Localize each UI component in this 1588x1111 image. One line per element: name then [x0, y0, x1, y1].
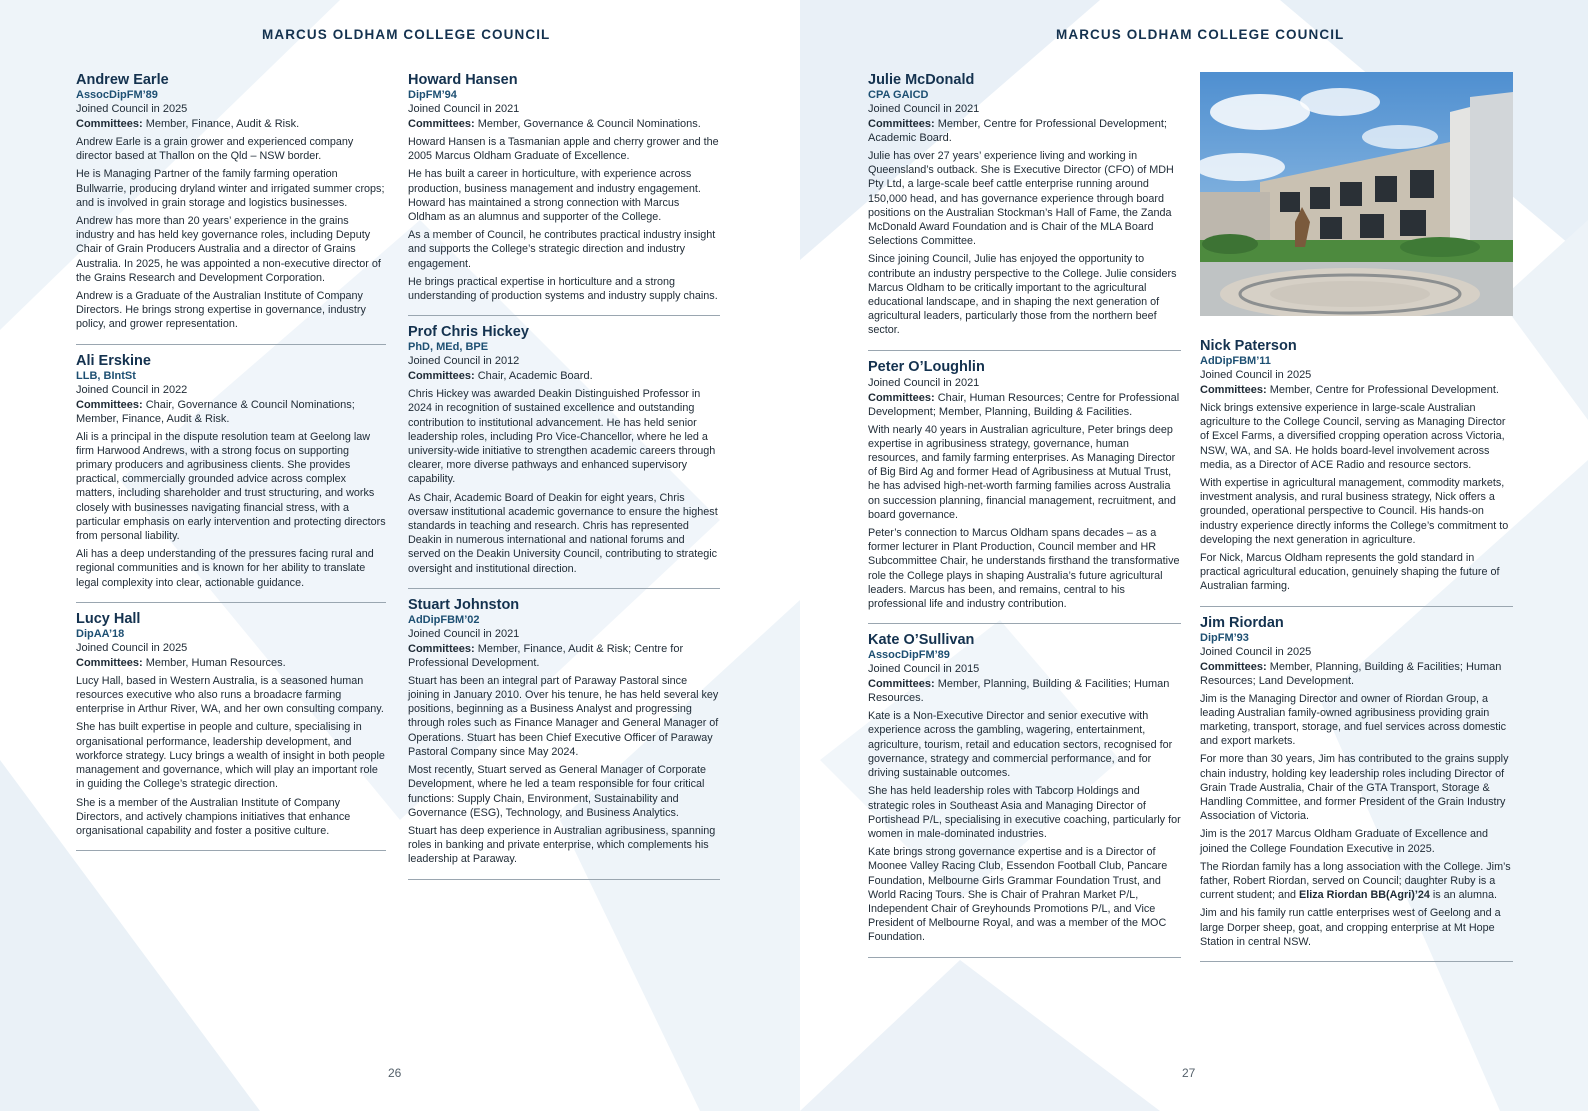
committees-label: Committees:	[868, 118, 935, 130]
profile-name: Kate O’Sullivan	[868, 632, 975, 649]
bio-paragraph: He is Managing Partner of the family farming operation Bullwarrie, producing dryland winter and irrigated summer crops; and is involved in grain storage and logistics businesses.	[76, 168, 385, 209]
bio-paragraph: Jim is the Managing Director and owner of Riordan Group, a leading Australian family-owned agribusiness providing grain marketing, transport, storage, and fuel services across domestic and export markets.	[1200, 692, 1507, 748]
column-2	[408, 72, 720, 888]
bio-paragraph: Most recently, Stuart served as General Manager of Corporate Development, where he led a team responsible for four critical functions: Supply Chain, Environment, Sustainability and Governance (ESG), Technology, and Business Analytics.	[408, 764, 707, 819]
profile-committees	[408, 117, 720, 131]
profile-credentials: DipAA’18	[76, 627, 125, 640]
profile-committees	[1200, 383, 1513, 397]
profile-credentials: AssocDipFM’89	[868, 649, 950, 662]
committees-label: Committees:	[76, 118, 143, 130]
profile-committees	[76, 117, 386, 131]
page-header-left: MARCUS OLDHAM COLLEGE COUNCIL	[262, 27, 551, 42]
profile-credentials: AssocDipFM’89	[76, 89, 158, 101]
page-number-right: 27	[1182, 1066, 1196, 1080]
bio-paragraph: She has built expertise in people and culture, specialising in organisational performance, leadership development, and workforce strategy. Lucy brings a wealth of insight in both people management and governance, which will play an important role in guiding the College’s strategic direction.	[76, 721, 385, 791]
bio-paragraph: Chris Hickey was awarded Deakin Distinguished Professor in 2024 in recognition of sustained excellence and outstanding contribution to institutional advancement. He has held senior leadership roles, including Pro Vice-Chancellor, where he led a university-wide initiative to strengthen academic careers through clearer, more diverse pathways and enhanced supervisory capability.	[408, 388, 716, 486]
bio-paragraph: Stuart has deep experience in Australian agribusiness, spanning roles in banking and private enterprise, which complements his leadership at Paraway.	[408, 824, 716, 866]
profile-committees	[76, 398, 386, 426]
committees-label: Committees:	[76, 656, 143, 669]
bio-paragraph: For more than 30 years, Jim has contributed to the grains supply chain industry, holding key leadership roles including Director of Grain Trade Australia, Chair of the GTA Transport, Storage & Handling Committee, and former President of the Grain Industry Association of Victoria.	[1200, 753, 1509, 823]
committees-label: Committees:	[868, 678, 935, 691]
committees-label: Committees:	[1200, 384, 1267, 396]
committees-label: Committees:	[408, 118, 475, 130]
bio-paragraph: She has held leadership roles with Tabcorp Holdings and strategic roles in Southeast Asia and Managing Director of Portishead P/L, specialising in executive coaching, particularly for women in male-dominated industries.	[868, 785, 1181, 840]
committees-label: Committees:	[408, 642, 475, 655]
bio-paragraph: With nearly 40 years in Australian agriculture, Peter brings deep expertise in agribusiness strategy, governance, human resources, and family farming enterprises. As Managing Director of Big Bird Ag and former Head of Agribusiness at Mutual Trust, he has advised high-net-worth farming families across Australia on succession planning, financial management, recruitment, and board governance.	[868, 423, 1176, 521]
profile-credentials: CPA GAICD	[868, 89, 929, 101]
profile-chris-hickey	[408, 324, 720, 589]
profile-committees	[868, 391, 1181, 419]
profile-joined: Joined Council in 2012	[408, 355, 520, 368]
college-building-photo	[1200, 72, 1513, 316]
profile-credentials: DipFM’94	[408, 89, 457, 101]
bio-paragraph: Nick brings extensive experience in large-scale Australian agriculture to the College Council, serving as Managing Director of Excel Farms, a diversified cropping operation across Victoria, NSW, WA, and SA. He holds board-level involvement across media, as a Director of ACE Radio and resource sectors.	[1200, 402, 1506, 471]
profile-committees	[408, 642, 720, 670]
bio-paragraph: Andrew has more than 20 years’ experience in the grains industry and has held key governance roles, including Deputy Chair of Grain Producers Australia and a director of Grains Australia. In 2025, he was appointed a non-executive director of the Grains Research and Development Corporation.	[76, 215, 381, 284]
bio-paragraph: Lucy Hall, based in Western Australia, is a seasoned human resources executive who also runs a broadacre farming enterprise in Arthur River, WA, and her own consulting company.	[76, 674, 384, 716]
committees-text: Member, Planning, Building & Facilities; Human Resources; Land Development.	[1200, 660, 1502, 687]
committees-text: Member, Human Resources.	[145, 656, 286, 669]
profile-credentials: PhD, MEd, BPE	[408, 341, 489, 354]
bio-paragraph: He has built a career in horticulture, with experience across production, business management and industry engagement. Howard has maintained a strong connection with Marcus Oldham as an alumnus and supporter of the College.	[408, 168, 701, 224]
bio-paragraph: Julie has over 27 years’ experience living and working in Queensland’s outback. She is Executive Director (CFO) of MDH Pty Ltd, a large-scale beef cattle enterprise running around 150,000 head, and has governance experience through board positions on the Australian Stockman’s Hall of Fame, the Zanda McDonald Award Foundation and is Chair of the MLA Board Selections Committee.	[868, 150, 1174, 248]
committees-text: Chair, Human Resources; Centre for Professional Development; Member, Planning, Building & Facilities.	[868, 391, 1180, 418]
profile-nick-paterson	[1200, 338, 1513, 607]
profile-joined: Joined Council in 2021	[868, 376, 980, 389]
committees-text: Member, Finance, Audit & Risk.	[145, 118, 300, 130]
profile-name: Julie McDonald	[868, 72, 975, 88]
bio-paragraph: Ali has a deep understanding of the pressures facing rural and regional communities and is known for her ability to translate legal complexity into clear, actionable guidance.	[76, 548, 374, 589]
profile-joined: Joined Council in 2025	[1200, 369, 1312, 381]
profile-committees	[408, 369, 720, 383]
committees-text: Member, Governance & Council Nominations.	[477, 118, 701, 130]
column-1	[76, 72, 386, 859]
profile-name: Nick Paterson	[1200, 338, 1297, 354]
profile-howard-hansen	[408, 72, 720, 316]
profile-name: Peter O’Loughlin	[868, 358, 985, 375]
bio-paragraph: Jim is the 2017 Marcus Oldham Graduate of Excellence and joined the College Foundation Executive in 2025.	[1200, 828, 1489, 855]
profile-ali-erskine	[76, 353, 386, 603]
bio-paragraph-family	[1200, 860, 1513, 903]
profile-joined: Joined Council in 2021	[408, 103, 520, 115]
profile-julie-mcdonald	[868, 72, 1181, 351]
family-text-after: is an alumna.	[1429, 889, 1498, 902]
alumna-name: Eliza Riordan BB(Agri)’24	[1299, 889, 1430, 902]
profile-name: Jim Riordan	[1200, 614, 1284, 631]
committees-text: Member, Planning, Building & Facilities; Human Resources.	[868, 678, 1170, 705]
committees-text: Member, Centre for Professional Development; Academic Board.	[868, 118, 1167, 144]
page-number-left: 26	[388, 1066, 402, 1080]
committees-text: Chair, Governance & Council Nominations; Member, Finance, Audit & Risk.	[76, 398, 355, 425]
committees-text: Chair, Academic Board.	[477, 370, 593, 383]
bio-paragraph: Andrew Earle is a grain grower and experienced company director based at Thallon on the Qld – NSW border.	[76, 136, 354, 163]
profile-joined: Joined Council in 2021	[868, 103, 980, 115]
profile-kate-osullivan	[868, 632, 1181, 957]
column-4	[1200, 72, 1513, 970]
bio-paragraph: Kate is a Non-Executive Director and senior executive with experience across the gambling, wagering, entertainment, agriculture, tourism, retail and education sectors, recognised for governance, strategy and commercial performance, and for driving sustainable outcomes.	[868, 710, 1173, 780]
profile-credentials: AdDipFBM’11	[1200, 355, 1271, 367]
bio-paragraph: Stuart has been an integral part of Paraway Pastoral since joining in January 2010. Over his tenure, he has held several key positions, beginning as a Business Analyst and progressing through roles such as Finance Manager and General Manager of Operations. Stuart has been Chief Executive Officer of Paraway Pastoral Company since May 2024.	[408, 674, 719, 758]
bio-paragraph: Kate brings strong governance expertise and is a Director of Moonee Valley Racing Club, Essendon Football Club, Pancare Foundation, Melbourne Girls Grammar Foundation Trust, and World Racing Tours. She is Chair of Prahran Market P/L, Independent Chair of Greyhounds Promotions P/L, and Vice President of Melbourne Royal, and was a member of the MOC Foundation.	[868, 846, 1168, 944]
profile-joined: Joined Council in 2025	[1200, 645, 1312, 658]
profile-jim-riordan	[1200, 615, 1513, 962]
profile-joined: Joined Council in 2025	[76, 103, 188, 115]
profile-credentials: LLB, BIntSt	[76, 369, 136, 382]
committees-text: Member, Finance, Audit & Risk; Centre for Professional Development.	[408, 642, 684, 669]
profile-joined: Joined Council in 2025	[76, 641, 188, 654]
bio-paragraph: Howard Hansen is a Tasmanian apple and cherry grower and the 2005 Marcus Oldham Graduate of Excellence.	[408, 136, 719, 163]
profile-joined: Joined Council in 2021	[408, 627, 520, 640]
bio-paragraph: Ali is a principal in the dispute resolution team at Geelong law firm Harwood Andrews, with a strong focus on supporting primary producers and agribusiness clients. She provides practical, commercially grounded advice across complex matters, including shareholder and trust structuring, and works closely with businesses navigating financial stress, with a particular emphasis on early intervention and protecting directors from personal liability.	[76, 430, 386, 543]
bio-paragraph: Jim and his family run cattle enterprises west of Geelong and a large Dorper sheep, goat, and cropping enterprise at Mt Hope Station in central NSW.	[1200, 907, 1501, 948]
committees-text: Member, Centre for Professional Development.	[1269, 384, 1499, 396]
profile-peter-oloughlin	[868, 359, 1181, 625]
bio-paragraph: Andrew is a Graduate of the Australian Institute of Company Directors. He brings strong expertise in governance, industry policy, and grower representation.	[76, 290, 366, 331]
page-header-right: MARCUS OLDHAM COLLEGE COUNCIL	[1056, 27, 1345, 42]
bio-paragraph: For Nick, Marcus Oldham represents the gold standard in practical agricultural education, genuinely shaping the future of Australian farming.	[1200, 552, 1500, 593]
profile-name: Prof Chris Hickey	[408, 324, 529, 341]
committees-label: Committees:	[76, 398, 143, 411]
bio-paragraph: Since joining Council, Julie has enjoyed the opportunity to contribute an industry perspective to the College. Julie considers Marcus Oldham to be critically important to the agricultural educational landscape, and in shaping the next generation of agricultural leaders, particularly those from the northern beef sector.	[868, 253, 1177, 337]
profile-name: Ali Erskine	[76, 352, 151, 369]
column-3	[868, 72, 1181, 966]
committees-label: Committees:	[868, 391, 935, 404]
profile-name: Stuart Johnston	[408, 596, 520, 613]
profile-name: Lucy Hall	[76, 610, 141, 627]
bio-paragraph: She is a member of the Australian Institute of Company Directors, and actively champions initiatives that enhance organisational capability and foster a positive culture.	[76, 796, 351, 837]
profile-committees	[76, 656, 386, 670]
profile-name: Howard Hansen	[408, 72, 518, 88]
bio-paragraph: Peter’s connection to Marcus Oldham spans decades – as a former lecturer in Plant Production, Council member and HR Subcommittee Chair, he understands firsthand the transformative role the College plays in shaping Australia’s future agricultural leaders. Marcus has been, and remains, central to his professional life and industry contribution.	[868, 527, 1180, 611]
profile-credentials: DipFM’93	[1200, 631, 1249, 644]
bio-paragraph: As a member of Council, he contributes practical industry insight and supports the College’s strategic direction and industry engagement.	[408, 229, 716, 270]
profile-committees	[868, 117, 1181, 145]
bio-paragraph: With expertise in agricultural management, commodity markets, investment analysis, and rural business strategy, Nick offers a grounded, operational perspective to Council. His hands-on industry experience directly informs the College’s commitment to developing the next generation in agriculture.	[1200, 477, 1509, 546]
profile-joined: Joined Council in 2015	[868, 663, 980, 676]
profile-committees	[1200, 660, 1513, 688]
bio-paragraph: He brings practical expertise in horticulture and a strong understanding of production systems and industry supply chains.	[408, 275, 718, 303]
profile-committees	[868, 677, 1181, 705]
committees-label: Committees:	[1200, 660, 1267, 673]
profile-lucy-hall	[76, 611, 386, 851]
profile-joined: Joined Council in 2022	[76, 383, 188, 396]
committees-label: Committees:	[408, 370, 475, 383]
family-text-before: The Riordan family has a long association with the College. Jim’s father, Robert Riordan, served on Council; daughter Ruby is a current student; and	[1200, 860, 1511, 902]
profile-credentials: AdDipFBM’02	[408, 613, 480, 626]
profile-andrew-earle	[76, 72, 386, 345]
profile-stuart-johnston	[408, 597, 720, 880]
bio-paragraph: As Chair, Academic Board of Deakin for eight years, Chris oversaw institutional academic governance to ensure the highest standards in teaching and research. Chris has represented Deakin in numerous international and national forums and served on the Deakin University Council, contributing to strategic oversight and institutional direction.	[408, 491, 718, 575]
profile-name: Andrew Earle	[76, 72, 169, 88]
